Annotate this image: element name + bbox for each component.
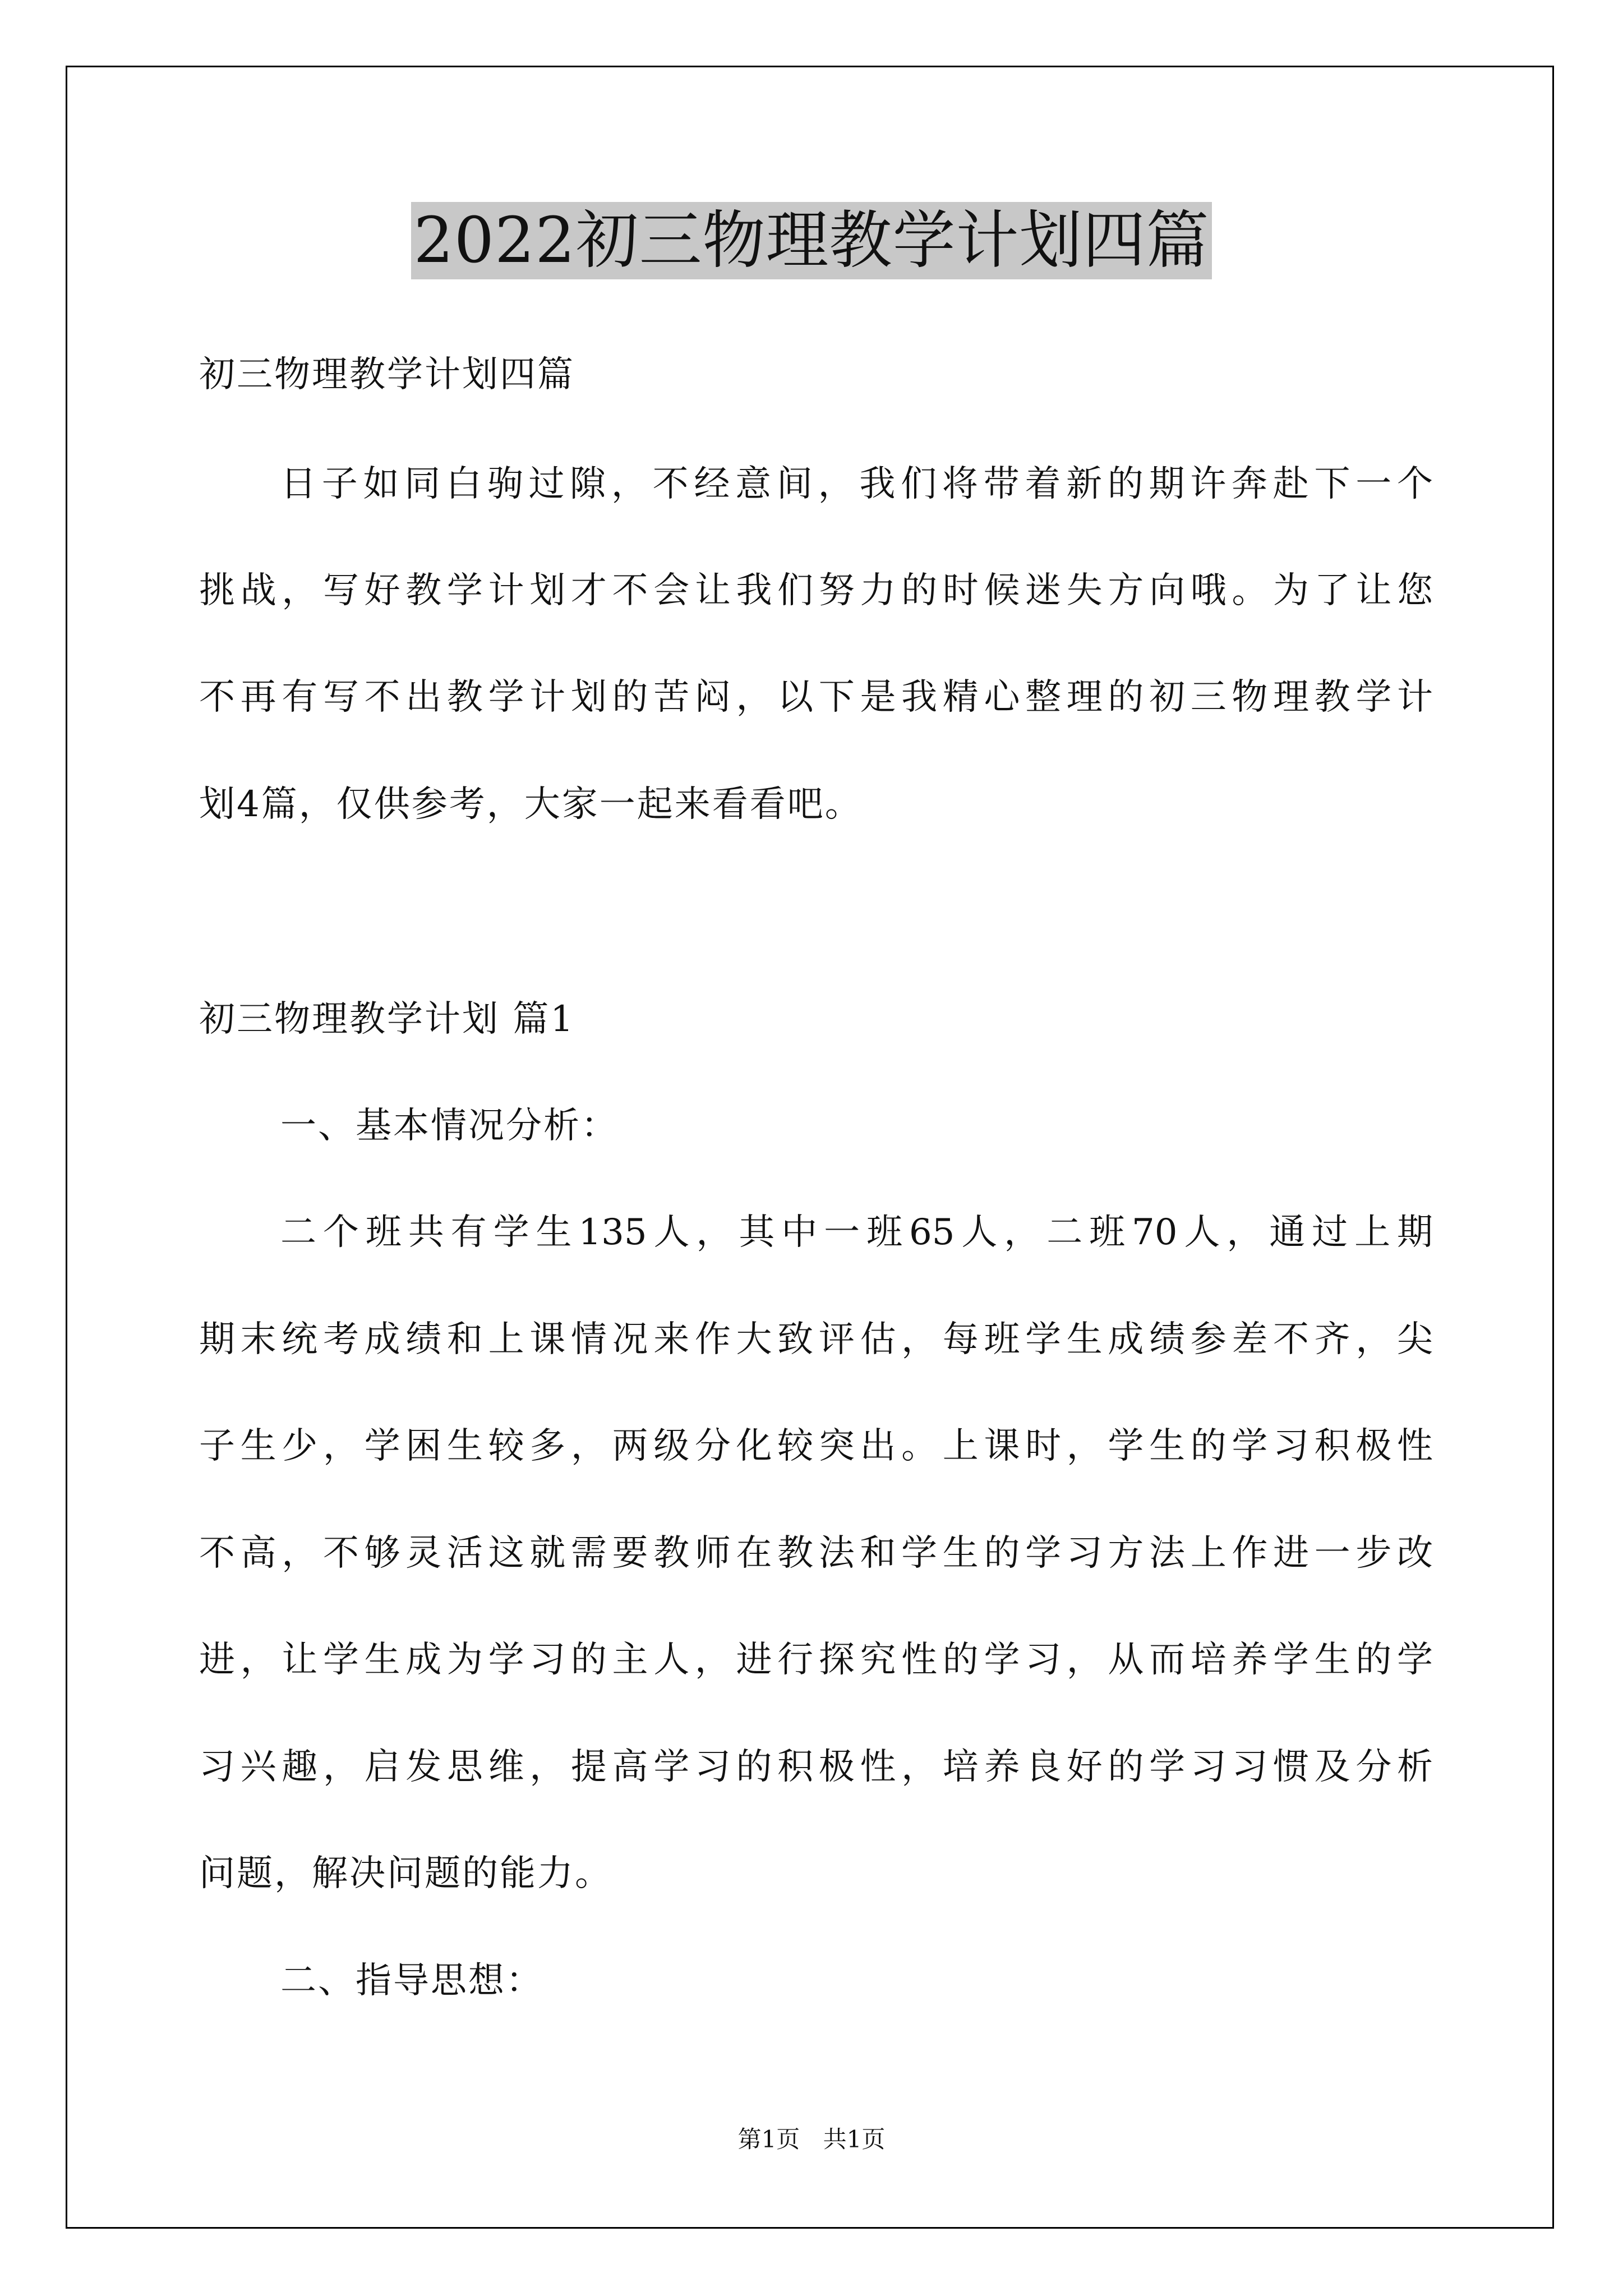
body-line: 不高，不够灵活这就需要教师在教法和学生的学习方法上作进一步改 — [199, 1533, 1433, 1574]
intro-line: 划4篇，仅供参考，大家一起来看看吧。 — [199, 784, 863, 825]
document-subtitle: 初三物理教学计划四篇 — [199, 354, 575, 395]
page-footer — [0, 2124, 1623, 2155]
intro-line: 挑战，写好教学计划才不会让我们努力的时候迷失方向哦。为了让您 — [199, 570, 1433, 611]
page-total: 共1页 — [823, 2125, 886, 2153]
page-number: 第1页 — [737, 2125, 800, 2153]
part-heading: 一、基本情况分析： — [280, 1105, 619, 1147]
intro-line: 日子如同白驹过隙，不经意间，我们将带着新的期许奔赴下一个 — [280, 463, 1433, 505]
document-title: 2022初三物理教学计划四篇 — [411, 202, 1211, 279]
section-heading: 初三物理教学计划 篇1 — [199, 999, 575, 1040]
part-heading: 二、指导思想： — [280, 1960, 543, 2001]
body-line: 问题，解决问题的能力。 — [199, 1853, 612, 1894]
body-line: 二个班共有学生135人，其中一班65人，二班70人，通过上期 — [280, 1212, 1433, 1253]
body-line: 子生少，学困生较多，两级分化较突出。上课时，学生的学习积极性 — [199, 1425, 1433, 1467]
body-line: 习兴趣，启发思维，提高学习的积极性，培养良好的学习习惯及分析 — [199, 1746, 1433, 1788]
intro-line: 不再有写不出教学计划的苦闷，以下是我精心整理的初三物理教学计 — [199, 677, 1433, 718]
body-line: 期末统考成绩和上课情况来作大致评估，每班学生成绩参差不齐，尖 — [199, 1319, 1433, 1360]
title-block — [0, 202, 1623, 279]
body-line: 进，让学生成为学习的主人，进行探究性的学习，从而培养学生的学 — [199, 1639, 1433, 1681]
